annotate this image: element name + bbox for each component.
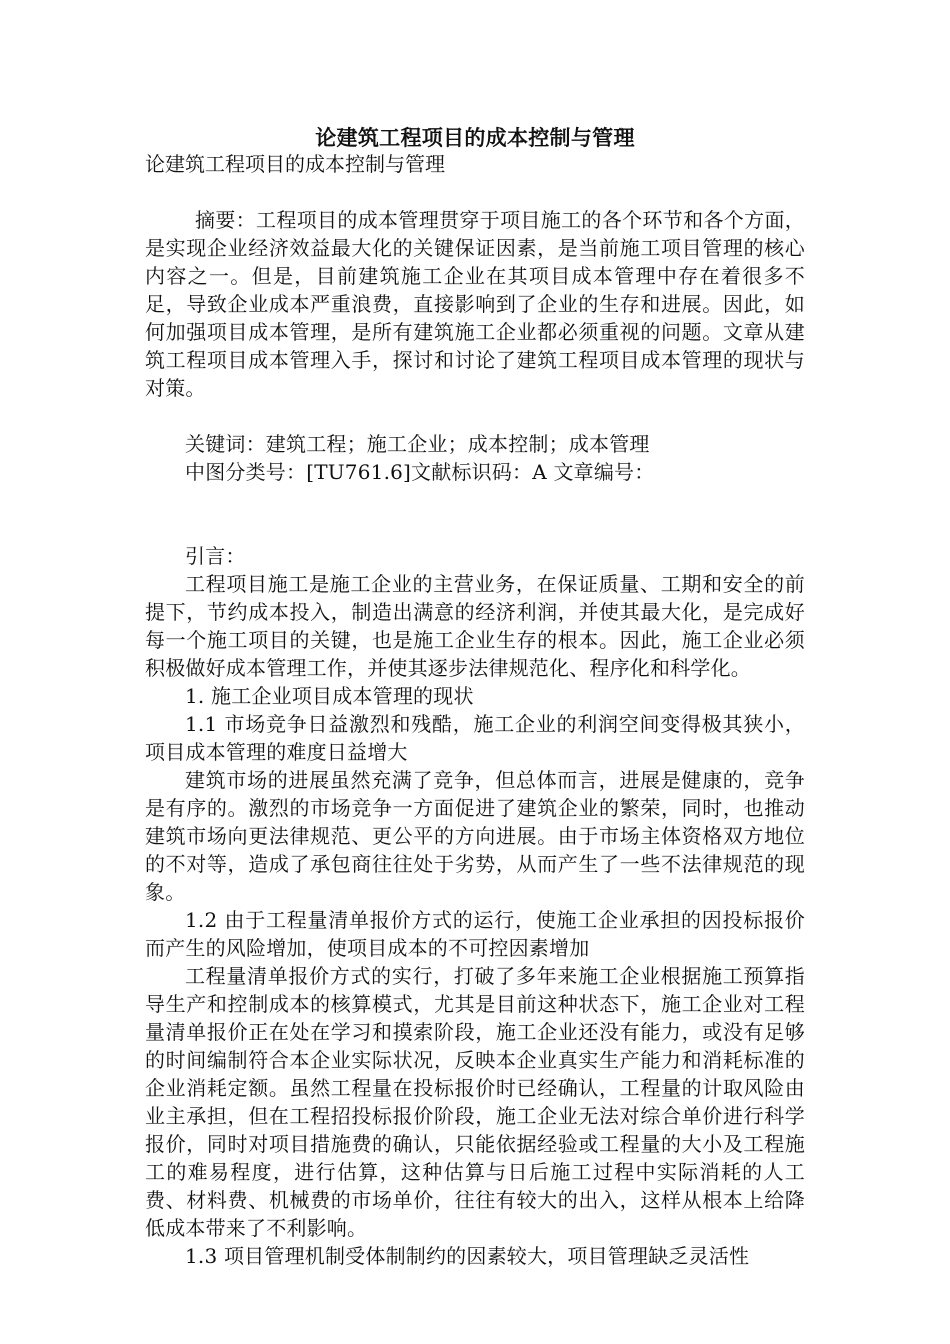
section-1-2-paragraph: 工程量清单报价方式的实行，打破了多年来施工企业根据施工预算指导生产和控制成本的核算模式，尤其是目前这种状态下，施工企业对工程量清单报价正在处在学习和摸索阶段，施工企业还没有能力，或没有足够的时间编制符合本企业实际状况，反映本企业真实生产能力和消耗标准的企业消耗定额。虽然工程量在投标报价时已经确认，工程量的计取风险由业主承担，但在工程招投标报价阶段，施工企业无法对综合单价进行科学报价，同时对项目措施费的确认，只能依据经验或工程量的大小及工程施工的难易程度，进行估算，这种估算与日后施工过程中实际消耗的人工费、材料费、机械费的市场单价，往往有较大的出入，这样从根本上给降低成本带来了不利影响。: [145, 964, 805, 1240]
document-title: 论建筑工程项目的成本控制与管理: [315, 125, 635, 150]
keywords-line: 关键词：建筑工程；施工企业；成本控制；成本管理: [185, 432, 650, 456]
document-subtitle: 论建筑工程项目的成本控制与管理: [145, 152, 445, 176]
document-body: [145, 206, 805, 1270]
abstract-paragraph: 摘要：工程项目的成本管理贯穿于项目施工的各个环节和各个方面，是实现企业经济效益最大化的关键保证因素，是当前施工项目管理的核心内容之一。但是，目前建筑施工企业在其项目成本管理中存在着很多不足，导致企业成本严重浪费，直接影响到了企业的生存和进展。因此，如何加强项目成本管理，是所有建筑施工企业都必须重视的问题。文章从建筑工程项目成本管理入手，探讨和讨论了建筑工程项目成本管理的现状与对策。: [145, 208, 805, 400]
section-1-1-paragraph: 建筑市场的进展虽然充满了竞争，但总体而言，进展是健康的，竞争是有序的。激烈的市场竞争一方面促进了建筑企业的繁荣，同时，也推动建筑市场向更法律规范、更公平的方向进展。由于市场主体资格双方地位的不对等，造成了承包商往往处于劣势，从而产生了一些不法律规范的现象。: [145, 768, 805, 904]
intro-paragraph: 工程项目施工是施工企业的主营业务，在保证质量、工期和安全的前提下，节约成本投入，制造出满意的经济利润，并使其最大化，是完成好每一个施工项目的关键，也是施工企业生存的根本。因此，施工企业必须积极做好成本管理工作，并使其逐步法律规范化、程序化和科学化。: [145, 572, 805, 680]
section-1-1-heading: 1.1 市场竞争日益激烈和残酷，施工企业的利润空间变得极其狭小，项目成本管理的难度日益增大: [145, 712, 805, 764]
section-1-heading: 1. 施工企业项目成本管理的现状: [185, 684, 474, 708]
intro-heading: 引言：: [185, 544, 246, 568]
section-1-2-heading: 1.2 由于工程量清单报价方式的运行，使施工企业承担的因投标报价而产生的风险增加，使项目成本的不可控因素增加: [145, 908, 805, 960]
classification-line: 中图分类号：[TU761.6]文献标识码：A 文章编号：: [185, 460, 655, 484]
section-1-3-heading: 1.3 项目管理机制受体制制约的因素较大，项目管理缺乏灵活性: [185, 1244, 750, 1268]
